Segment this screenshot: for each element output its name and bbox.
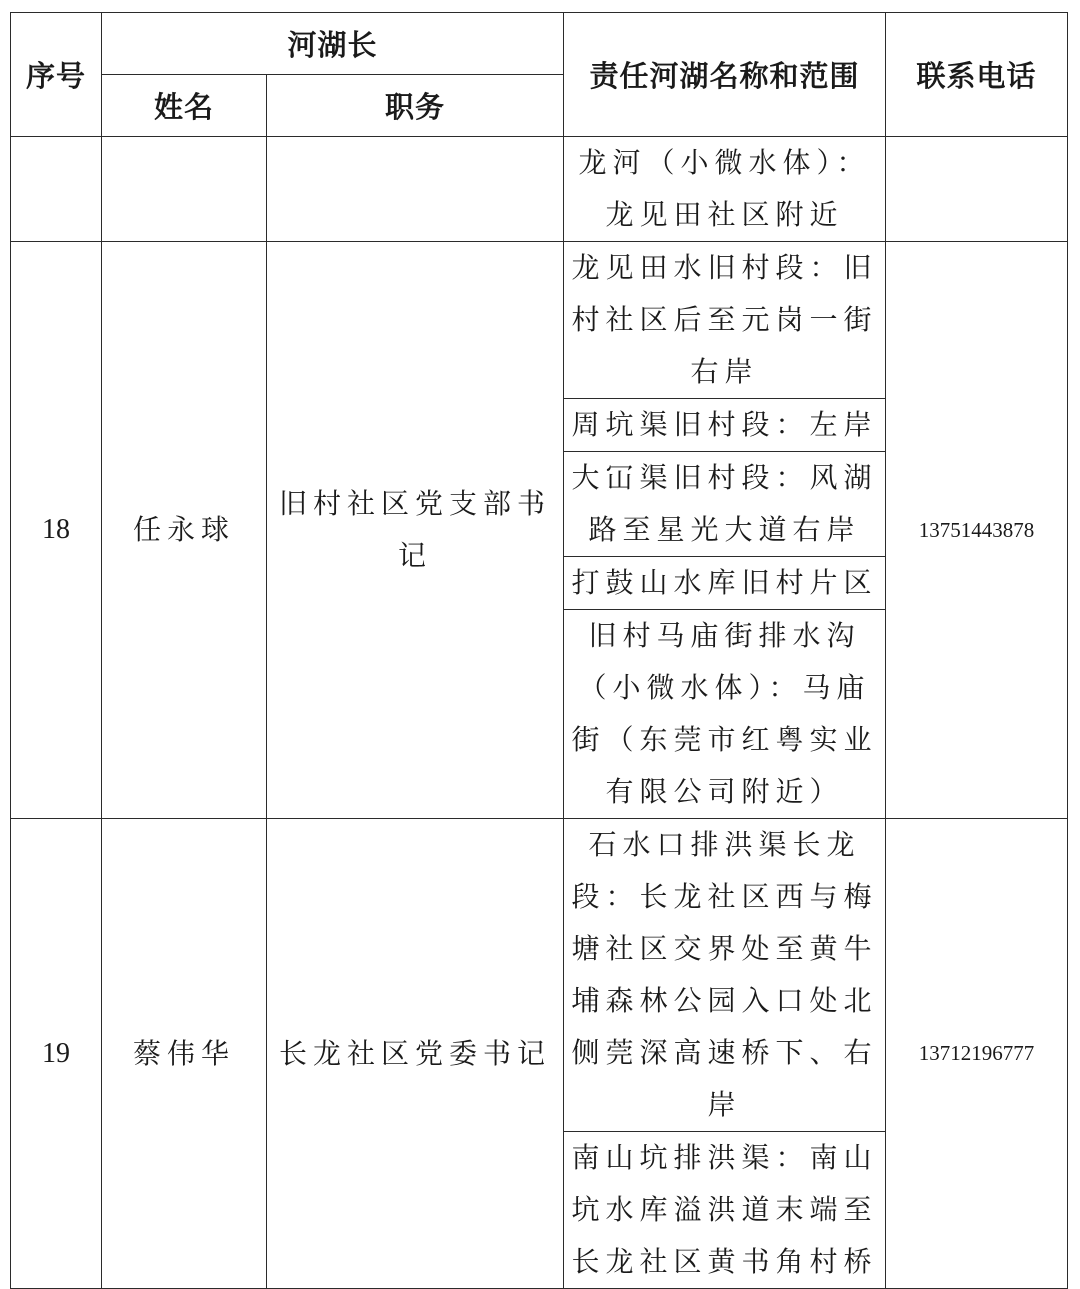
position-cell: 旧村社区党支部书记 — [267, 242, 564, 819]
range-cell: 石水口排洪渠长龙段：长龙社区西与梅塘社区交界处至黄牛埔森林公园入口处北侧莞深高速桥下、右岸 — [564, 819, 886, 1132]
phone-cell: 13751443878 — [886, 242, 1068, 819]
table-row — [11, 137, 1068, 242]
range-cell: 大冚渠旧村段：风湖路至星光大道右岸 — [564, 452, 886, 557]
header-phone: 联系电话 — [886, 13, 1068, 137]
range-cell: 打鼓山水库旧村片区 — [564, 557, 886, 610]
range-cell: 龙河（小微水体）：龙见田社区附近 — [564, 137, 886, 242]
header-chief-group: 河湖长 — [102, 13, 564, 75]
header-position: 职务 — [267, 75, 564, 137]
header-name: 姓名 — [102, 75, 267, 137]
range-cell: 周坑渠旧村段：左岸 — [564, 399, 886, 452]
name-cell: 蔡伟华 — [102, 819, 267, 1289]
range-cell: 南山坑排洪渠：南山坑水库溢洪道末端至长龙社区黄书角村桥 — [564, 1132, 886, 1289]
table-row — [11, 242, 1068, 399]
phone-cell — [886, 137, 1068, 242]
header-range: 责任河湖名称和范围 — [564, 13, 886, 137]
river-chief-table — [10, 12, 1068, 1289]
phone-cell: 13712196777 — [886, 819, 1068, 1289]
index-cell: 19 — [11, 819, 102, 1289]
range-cell: 旧村马庙街排水沟（小微水体）：马庙街（东莞市红粤实业有限公司附近） — [564, 610, 886, 819]
table-row — [11, 819, 1068, 1132]
name-cell — [102, 137, 267, 242]
name-cell: 任永球 — [102, 242, 267, 819]
range-cell: 龙见田水旧村段：旧村社区后至元岗一街右岸 — [564, 242, 886, 399]
header-index: 序号 — [11, 13, 102, 137]
position-cell: 长龙社区党委书记 — [267, 819, 564, 1289]
index-cell: 18 — [11, 242, 102, 819]
position-cell — [267, 137, 564, 242]
index-cell — [11, 137, 102, 242]
